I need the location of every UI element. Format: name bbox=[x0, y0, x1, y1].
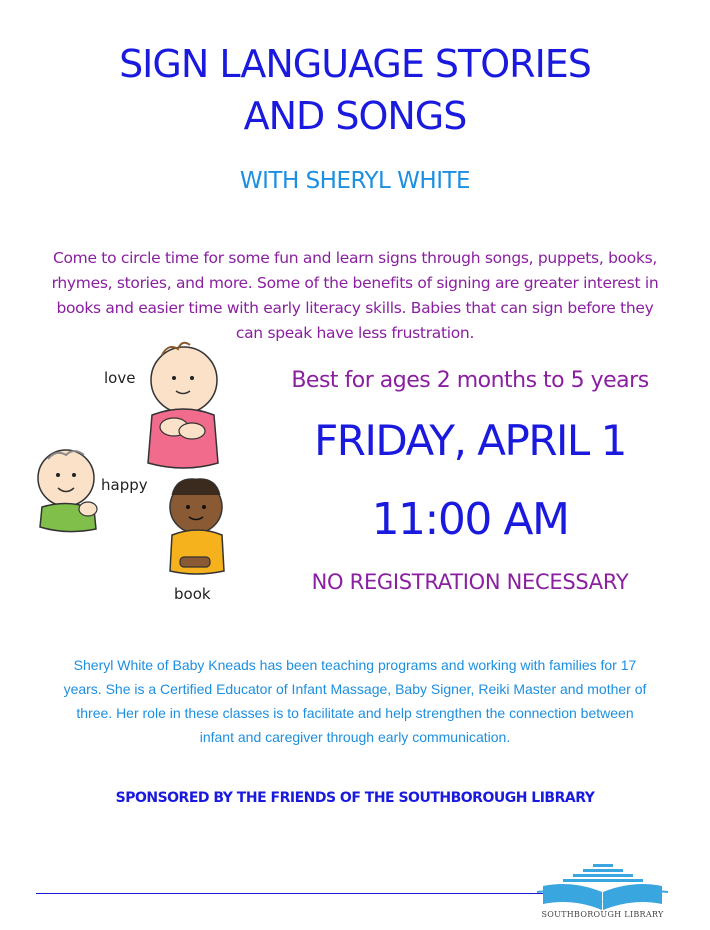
footer-divider bbox=[36, 893, 576, 894]
baby-signing-book-icon bbox=[170, 479, 224, 574]
sponsor-line: SPONSORED BY THE FRIENDS OF THE SOUTHBOROUGH LIBRARY bbox=[115, 790, 595, 806]
registration-note: NO REGISTRATION NECESSARY bbox=[311, 570, 629, 594]
event-time: 11:00 AM bbox=[371, 494, 569, 545]
baby-signing-happy-icon bbox=[38, 450, 97, 532]
bio-line-2: years. She is a Certified Educator of Infant Massage, Baby Signer, Reiki Master and mother of bbox=[63, 681, 647, 697]
baby-signing-love-icon bbox=[148, 343, 218, 468]
intro-line-4: can speak have less frustration. bbox=[235, 324, 475, 342]
library-logo-caption: SOUTHBOROUGH LIBRARY bbox=[541, 910, 664, 919]
flyer-title-line-1: SIGN LANGUAGE STORIES bbox=[119, 42, 591, 86]
sign-label-book: book bbox=[174, 585, 211, 603]
bio-line-3: three. Her role in these classes is to facilitate and help strengthen the connection between bbox=[76, 705, 634, 721]
intro-line-2: rhymes, stories, and more. Some of the benefits of signing are greater interest in bbox=[51, 274, 659, 292]
flyer-subtitle: WITH SHERYL WHITE bbox=[239, 168, 471, 194]
presenter-bio bbox=[30, 653, 680, 749]
sign-label-love: love bbox=[104, 369, 136, 387]
signing-babies-illustration bbox=[34, 335, 264, 610]
bio-line-1: Sheryl White of Baby Kneads has been teaching programs and working with families for 17 bbox=[73, 657, 637, 673]
bio-line-4: infant and caregiver through early communication. bbox=[199, 729, 511, 745]
intro-line-1: Come to circle time for some fun and learn signs through songs, puppets, books, bbox=[52, 249, 658, 267]
age-range: Best for ages 2 months to 5 years bbox=[291, 368, 649, 393]
event-date: FRIDAY, APRIL 1 bbox=[314, 416, 626, 465]
flyer-title bbox=[20, 38, 690, 142]
intro-paragraph bbox=[24, 246, 686, 346]
intro-line-3: books and easier time with early literacy skills. Babies that can sign before they bbox=[56, 299, 654, 317]
flyer-title-line-2: AND SONGS bbox=[243, 94, 467, 138]
sign-label-happy: happy bbox=[101, 476, 148, 494]
